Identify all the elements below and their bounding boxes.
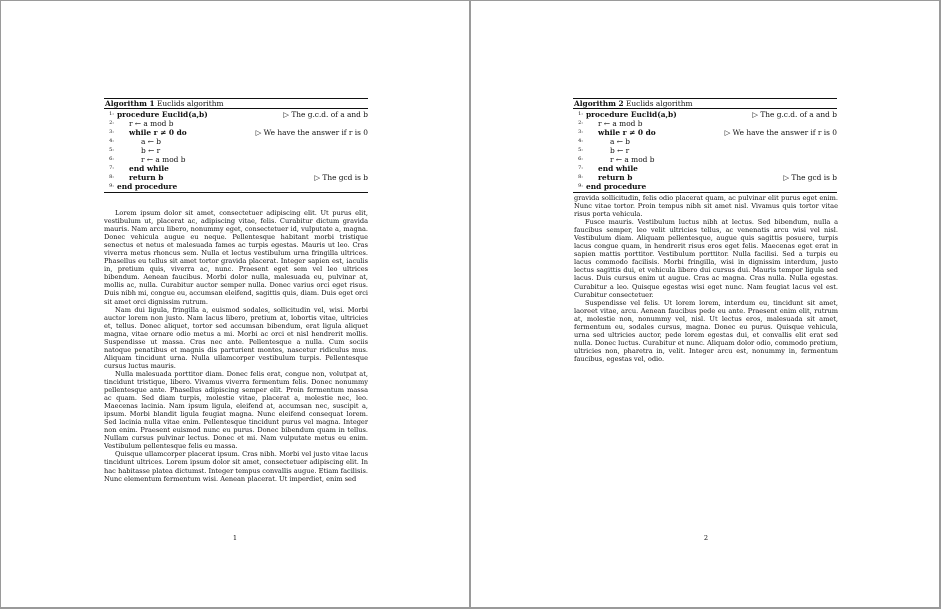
code-comment: ▷ We have the answer if r is 0: [724, 128, 837, 137]
paragraph: gravida sollicitudin, felis odio placerat quam, ac pulvinar elit purus eget enim. Nunc vitae tortor. Proin tempus nibh sit amet nisl. Vivamus quis tortor vitae risus porta vehicula.: [574, 194, 838, 219]
code-statement: procedure Euclid(a,b): [117, 110, 208, 119]
code-statement: return b: [598, 173, 633, 182]
code-comment: ▷ The g.c.d. of a and b: [752, 110, 837, 119]
algorithm-line: [573, 146, 837, 155]
line-number: 5:: [109, 147, 114, 153]
line-number: 9:: [109, 183, 114, 189]
algorithm-line: [104, 182, 368, 191]
algorithm-line: [104, 110, 368, 119]
code-statement: b ← r: [141, 146, 161, 155]
code-statement: procedure Euclid(a,b): [586, 110, 677, 119]
algorithm-caption: [104, 98, 368, 109]
algorithm-caption: [573, 98, 837, 109]
code-statement: end while: [129, 164, 169, 173]
code-statement: end procedure: [117, 182, 178, 191]
code-comment: ▷ We have the answer if r is 0: [255, 128, 368, 137]
algorithm-line: [104, 164, 368, 173]
algorithm-line: [573, 182, 837, 191]
code-statement: a ← b: [610, 137, 631, 146]
line-number: 2:: [578, 120, 583, 126]
code-statement: r ← a mod b: [129, 119, 174, 128]
paragraph: Nam dui ligula, fringilla a, euismod sodales, sollicitudin vel, wisi. Morbi auctor lorem non justo. Nam lacus libero, pretium at, lobortis vitae, ultricies et, tellus. Donec aliquet, tortor sed accumsan bibendum, erat ligula aliquet magna, vitae ornare odio metus a mi. Morbi ac orci et nisl hendrerit mollis. Suspendisse ut massa. Cras nec ante. Pellentesque a nulla. Cum sociis natoque penatibus et magnis dis parturient montes, nascetur ridiculus mus. Aliquam tincidunt urna. Nulla ullamcorper vestibulum turpis. Pellentesque cursus luctus mauris.: [104, 305, 368, 370]
line-number: 8:: [109, 174, 114, 180]
algorithm-lines: [573, 109, 837, 193]
line-number: 4:: [578, 138, 583, 144]
paragraph: Fusce mauris. Vestibulum luctus nibh at lectus. Sed bibendum, nulla a faucibus semper, leo velit ultricies tellus, ac venenatis arcu wisi vel nisl. Vestibulum diam. Aliquam pellentesque, augue quis sagittis posuere, turpis lacus congue quam, in hendrerit risus eros eget felis. Maecenas eget erat in sapien mattis porttitor. Vestibulum porttitor. Nulla facilisi. Sed a turpis eu lacus commodo facilisis. Morbi fringilla, wisi in dignissim interdum, justo lectus sagittis dui, et vehicula libero dui cursus dui. Mauris tempor ligula sed lacus. Duis cursus enim ut augue. Cras ac magna. Cras nulla. Nulla egestas. Curabitur a leo. Quisque egestas wisi eget nunc. Nam feugiat lacus vel est. Curabitur consectetuer.: [574, 218, 838, 299]
line-number: 6:: [109, 156, 114, 162]
line-number: 5:: [578, 147, 583, 153]
algorithm-title: Euclids algorithm: [157, 99, 224, 108]
paragraph: Nulla malesuada porttitor diam. Donec felis erat, congue non, volutpat at, tincidunt tristique, libero. Vivamus viverra fermentum felis. Donec nonummy pellentesque ante. Phasellus adipiscing semper elit. Proin fermentum massa ac quam. Sed diam turpis, molestie vitae, placerat a, molestie nec, leo. Maecenas lacinia. Nam ipsum ligula, eleifend at, accumsan nec, suscipit a, ipsum. Morbi blandit ligula feugiat magna. Nunc eleifend consequat lorem. Sed lacinia nulla vitae enim. Pellentesque tincidunt purus vel magna. Integer non enim. Praesent euismod nunc eu purus. Donec bibendum quam in tellus. Nullam cursus pulvinar lectus. Donec et mi. Nam vulputate metus eu enim. Vestibulum pellentesque felis eu massa.: [104, 369, 368, 451]
code-statement: a ← b: [141, 137, 162, 146]
code-statement: end procedure: [586, 182, 647, 191]
algorithm-line: [573, 110, 837, 119]
code-comment: ▷ The gcd is b: [314, 173, 368, 182]
line-number: 3:: [109, 129, 114, 135]
code-statement: r ← a mod b: [598, 119, 643, 128]
paragraph: Quisque ullamcorper placerat ipsum. Cras nibh. Morbi vel justo vitae lacus tincidunt ultrices. Lorem ipsum dolor sit amet, consectetuer adipiscing elit. In hac habitasse platea dictumst. Integer tempus convallis augue. Etiam facilisis. Nunc elementum fermentum wisi. Aenean placerat. Ut imperdiet, enim sed: [104, 450, 368, 483]
algorithm-label: Algorithm 2: [574, 99, 624, 108]
code-comment: ▷ The gcd is b: [783, 173, 837, 182]
algorithm-block: [573, 98, 837, 193]
paragraph: Suspendisse vel felis. Ut lorem lorem, interdum eu, tincidunt sit amet, laoreet vitae, arcu. Aenean faucibus pede eu ante. Praesent enim elit, rutrum at, molestie non, nonummy vel, nisl. Ut lectus eros, malesuada sit amet, fermentum eu, sodales cursus, magna. Donec eu purus. Quisque vehicula, urna sed ultricies auctor, pede lorem egestas dui, et convallis elit erat sed nulla. Donec luctus. Curabitur et nunc. Aliquam dolor odio, commodo pretium, ultricies non, pharetra in, velit. Integer arcu est, nonummy in, fermentum faucibus, egestas vel, odio.: [574, 298, 838, 363]
line-number: 7:: [578, 165, 583, 171]
algorithm-line: [104, 137, 368, 146]
algorithm-label: Algorithm 1: [105, 99, 155, 108]
code-statement: while r ≠ 0 do: [129, 128, 187, 137]
line-number: 1:: [109, 111, 114, 117]
line-number: 2:: [109, 120, 114, 126]
page-number: 2: [703, 534, 709, 542]
algorithm-line: [573, 119, 837, 128]
algorithm-line: [104, 146, 368, 155]
algorithm-line: [573, 164, 837, 173]
code-statement: return b: [129, 173, 164, 182]
line-number: 3:: [578, 129, 583, 135]
line-number: 8:: [578, 174, 583, 180]
code-statement: b ← r: [610, 146, 630, 155]
algorithm-line: [573, 155, 837, 164]
algorithm-title: Euclids algorithm: [626, 99, 693, 108]
paragraph: Lorem ipsum dolor sit amet, consectetuer adipiscing elit. Ut purus elit, vestibulum ut, placerat ac, adipiscing vitae, felis. Curabitur dictum gravida mauris. Nam arcu libero, nonummy eget, consectetuer id, vulputate a, magna. Donec vehicula augue eu neque. Pellentesque habitant morbi tristique senectus et netus et malesuada fames ac turpis egestas. Mauris ut leo. Cras viverra metus rhoncus sem. Nulla et lectus vestibulum urna fringilla ultrices. Phasellus eu tellus sit amet tortor gravida placerat. Integer sapien est, iaculis in, pretium quis, viverra ac, nunc. Praesent eget sem vel leo ultrices bibendum. Aenean faucibus. Morbi dolor nulla, malesuada eu, pulvinar at, mollis ac, nulla. Curabitur auctor semper nulla. Donec varius orci eget risus. Duis nibh mi, congue eu, accumsan eleifend, sagittis quis, diam. Duis eget orci sit amet orci dignissim rutrum.: [104, 209, 368, 306]
line-number: 9:: [578, 183, 583, 189]
line-number: 1:: [578, 111, 583, 117]
algorithm-block: [104, 98, 368, 193]
algorithm-line: [104, 119, 368, 128]
code-statement: r ← a mod b: [141, 155, 186, 164]
code-statement: end while: [598, 164, 638, 173]
code-statement: r ← a mod b: [610, 155, 655, 164]
line-number: 7:: [109, 165, 114, 171]
code-statement: while r ≠ 0 do: [598, 128, 656, 137]
body-text: [104, 209, 368, 511]
line-number: 4:: [109, 138, 114, 144]
algorithm-line: [104, 128, 368, 137]
page-number: 1: [232, 534, 238, 542]
algorithm-line: [573, 137, 837, 146]
algorithm-line: [104, 173, 368, 182]
algorithm-lines: [104, 109, 368, 193]
algorithm-line: [573, 128, 837, 137]
body-text: [574, 194, 838, 384]
code-comment: ▷ The g.c.d. of a and b: [283, 110, 368, 119]
algorithm-line: [104, 155, 368, 164]
page-2: [471, 1, 939, 607]
line-number: 6:: [578, 156, 583, 162]
algorithm-line: [573, 173, 837, 182]
page-1: [1, 1, 469, 607]
